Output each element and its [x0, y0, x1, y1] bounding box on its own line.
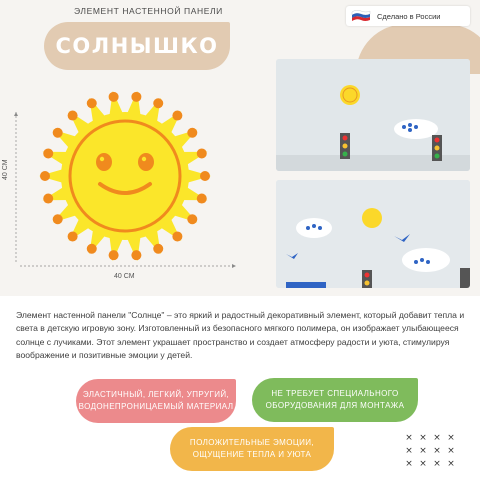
- feature-tag-mounting: [252, 378, 418, 422]
- x-mark: ×: [419, 446, 427, 456]
- product-description: Элемент настенной панели "Солнце" – это яркий и радостный декоративный элемент, который добавит тепла и света в детскую игровую зону. Изготовленный из безопасного мягкого полимера, он изображает улыбающееся солнце с лучиками. Этот элемент украшает пространство и создает атмосферу радости и уюта, стимулируя воображение и позитивные эмоции у детей.: [16, 310, 465, 361]
- wall-photo-1: [276, 59, 470, 171]
- x-mark: ×: [447, 446, 455, 456]
- feature-tag-emotions-text: ПОЛОЖИТЕЛЬНЫЕ ЭМОЦИИ, ОЩУЩЕНИЕ ТЕПЛА И УЮТА: [189, 438, 315, 459]
- x-mark: ×: [447, 433, 455, 443]
- wall-photo-2: [276, 180, 470, 288]
- made-in-russia-badge: [346, 6, 470, 26]
- x-mark: ×: [419, 459, 427, 469]
- x-mark: ×: [447, 459, 455, 469]
- product-subtitle: ЭЛЕМЕНТ НАСТЕННОЙ ПАНЕЛИ: [74, 6, 223, 16]
- x-mark: ×: [405, 446, 413, 456]
- x-mark: ×: [405, 459, 413, 469]
- product-title: СОЛНЫШКО: [55, 34, 219, 58]
- feature-tag-material-text: ЭЛАСТИЧНЫЙ, ЛЕГКИЙ, УПРУГИЙ, ВОДОНЕПРОНИЦАЕМЫЙ МАТЕРИАЛ: [78, 390, 234, 411]
- x-mark: ×: [433, 446, 441, 456]
- dimension-lines: [0, 0, 240, 296]
- x-mark: ×: [433, 433, 441, 443]
- badge-label: Сделано в России: [377, 11, 441, 21]
- feature-tag-material: [76, 379, 236, 423]
- x-mark: ×: [419, 433, 427, 443]
- x-mark: ×: [405, 433, 413, 443]
- height-dimension: 40 СМ: [2, 159, 9, 180]
- decorative-x-grid: [402, 434, 458, 469]
- width-dimension: 40 СМ: [114, 273, 135, 280]
- russia-flag-icon: [350, 7, 372, 26]
- feature-tag-emotions: [170, 427, 334, 471]
- feature-tag-mounting-text: НЕ ТРЕБУЕТ СПЕЦИАЛЬНОГО ОБОРУДОВАНИЯ ДЛЯ МОНТАЖА: [265, 389, 405, 410]
- x-mark: ×: [433, 459, 441, 469]
